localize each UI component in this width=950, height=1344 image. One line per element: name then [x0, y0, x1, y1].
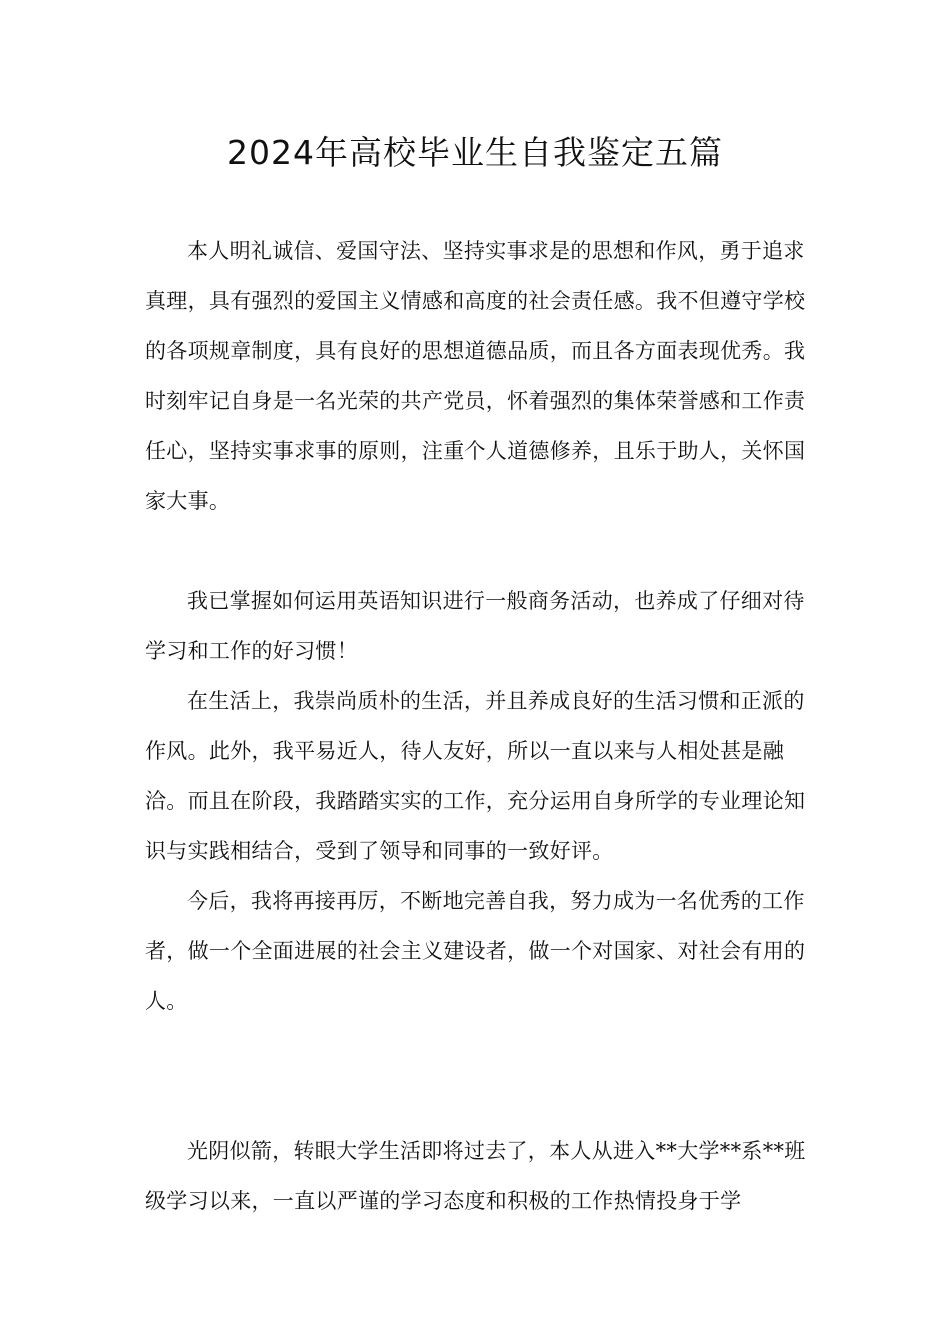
paragraph: 我已掌握如何运用英语知识进行一般商务活动，也养成了仔细对待学习和工作的好习惯！ [145, 589, 805, 663]
document-title: 2024年高校毕业生自我鉴定五篇 [227, 133, 723, 172]
paragraph-3-container [145, 676, 815, 876]
paragraph-4-container [145, 876, 815, 1026]
paragraph: 在生活上，我崇尚质朴的生活，并且养成良好的生活习惯和正派的作风。此外，我平易近人，待人友好，所以一直以来与人相处甚是融洽。而且在阶段，我踏踏实实的工作，充分运用自身所学的专业理论知识与实践相结合，受到了领导和同事的一致好评。 [145, 689, 806, 863]
paragraph-5-container [145, 1126, 815, 1226]
paragraph-1-container [145, 226, 815, 526]
paragraph: 今后，我将再接再厉，不断地完善自我，努力成为一名优秀的工作者，做一个全面进展的社会主义建设者，做一个对国家、对社会有用的人。 [145, 889, 806, 1013]
paragraph-2-container [145, 576, 815, 676]
paragraph: 本人明礼诚信、爱国守法、坚持实事求是的思想和作风，勇于追求真理，具有强烈的爱国主义情感和高度的社会责任感。我不但遵守学校的各项规章制度，具有良好的思想道德品质，而且各方面表现优秀。我时刻牢记自身是一名光荣的共产党员，怀着强烈的集体荣誉感和工作责任心，坚持实事求事的原则，注重个人道德修养，且乐于助人，关怀国家大事。 [145, 239, 806, 513]
paragraph: 光阴似箭，转眼大学生活即将过去了，本人从进入**大学**系**班级学习以来，一直以严谨的学习态度和积极的工作热情投身于学 [145, 1139, 806, 1213]
